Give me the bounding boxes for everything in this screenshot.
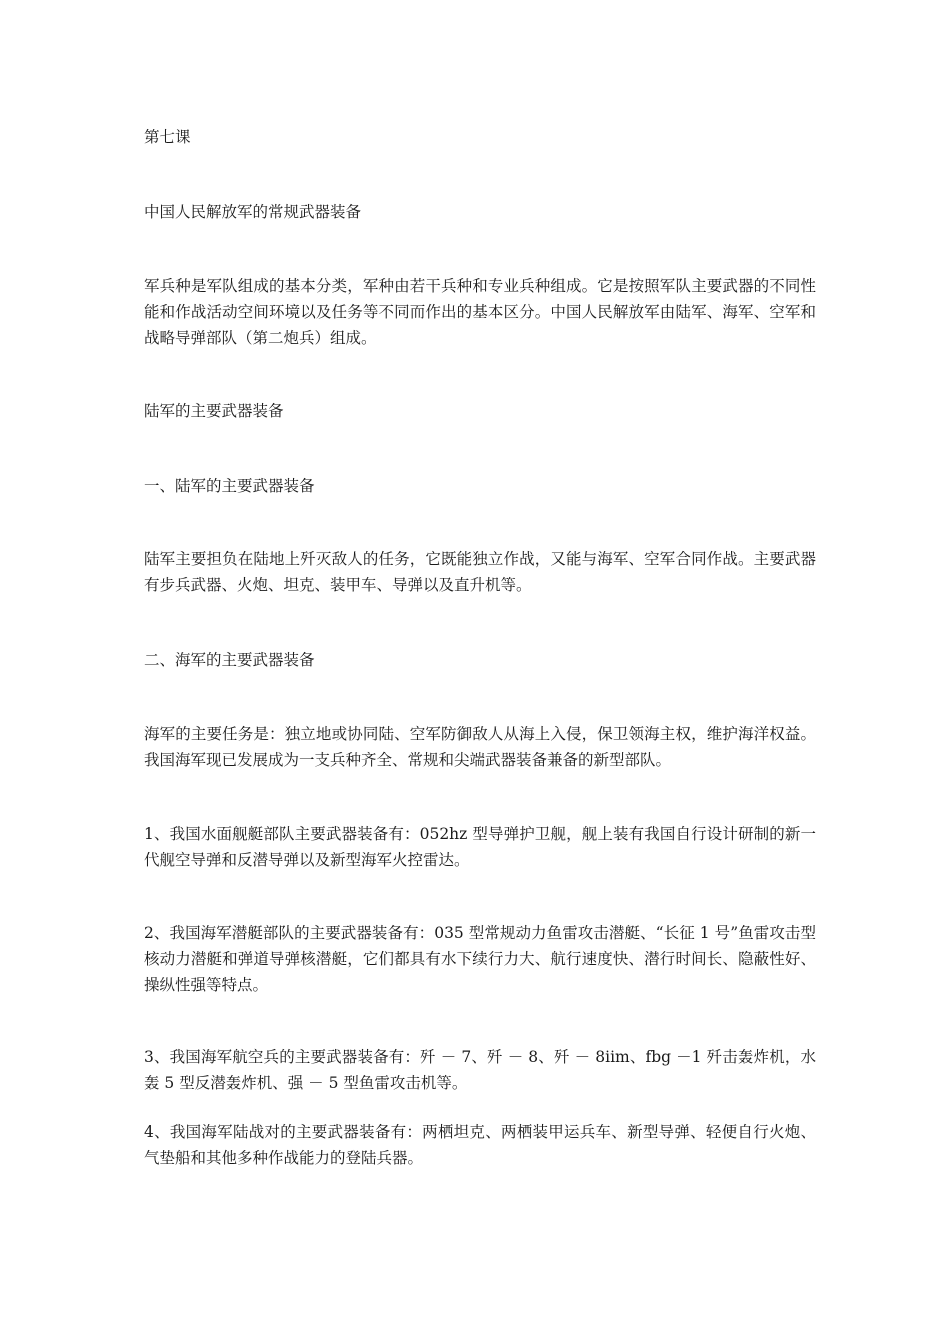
main-title: 中国人民解放军的常规武器装备 xyxy=(144,203,362,221)
section2-body: 海军的主要任务是：独立地或协同陆、空军防御敌人从海上入侵，保卫领海主权，维护海洋权益。我国海军现已发展成为一支兵种齐全、常规和尖端武器装备兼备的新型部队。 xyxy=(144,725,816,769)
section1-body: 陆军主要担负在陆地上歼灭敌人的任务，它既能独立作战，又能与海军、空军合同作战。主要武器有步兵武器、火炮、坦克、装甲车、导弹以及直升机等。 xyxy=(144,550,816,594)
section1-heading: 一、陆军的主要武器装备 xyxy=(144,477,315,495)
intro-paragraph: 军兵种是军队组成的基本分类，军种由若干兵种和专业兵种组成。它是按照军队主要武器的不同性能和作战活动空间环境以及任务等不同而作出的基本区分。中国人民解放军由陆军、海军、空军和战略导弹部队（第二炮兵）组成。 xyxy=(144,277,816,347)
item-2-paragraph: 2、我国海军潜艇部队的主要武器装备有：035 型常规动力鱼雷攻击潜艇、“长征 1 号”鱼雷攻击型核动力潜艇和弹道导弹核潜艇，它们都具有水下续行力大、航行速度快、潜行时间长、隐蔽性好、操纵性强等特点。 xyxy=(144,924,816,994)
item-4-paragraph: 4、我国海军陆战对的主要武器装备有：两栖坦克、两栖装甲运兵车、新型导弹、轻便自行火炮、气垫船和其他多种作战能力的登陆兵器。 xyxy=(144,1123,816,1167)
lesson-title: 第七课 xyxy=(144,128,191,146)
army-heading: 陆军的主要武器装备 xyxy=(144,402,284,420)
item-1-paragraph: 1、我国水面舰艇部队主要武器装备有：052hz 型导弹护卫舰，舰上装有我国自行设计研制的新一代舰空导弹和反潜导弹以及新型海军火控雷达。 xyxy=(144,825,816,869)
item-3-paragraph: 3、我国海军航空兵的主要武器装备有：歼 － 7、歼 － 8、歼 － 8iim、fbg －1 歼击轰炸机，水轰 5 型反潜轰炸机、强 － 5 型鱼雷攻击机等。 xyxy=(144,1048,816,1092)
section2-heading: 二、海军的主要武器装备 xyxy=(144,651,315,669)
